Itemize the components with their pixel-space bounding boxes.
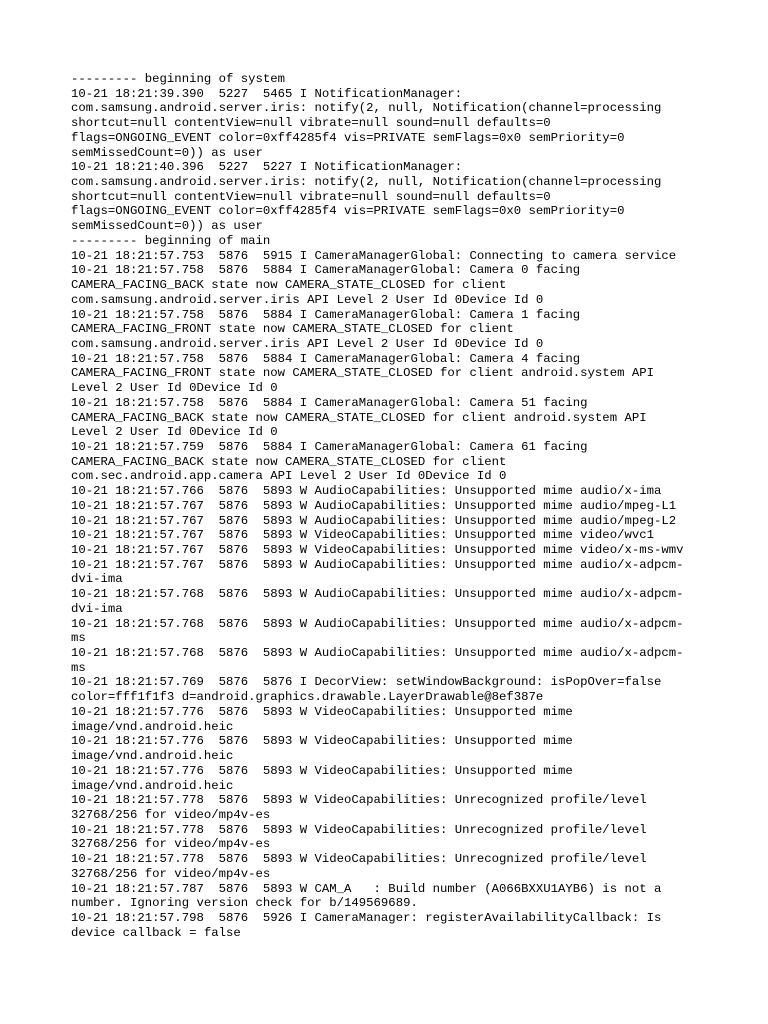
log-line: CAMERA_FACING_FRONT state now CAMERA_STATE_CLOSED for client android.system API xyxy=(71,366,654,381)
log-line: 10-21 18:21:57.769 5876 5876 I DecorView: setWindowBackground: isPopOver=false xyxy=(71,675,662,690)
log-line: color=fff1f1f3 d=android.graphics.drawable.LayerDrawable@8ef387e xyxy=(71,690,544,705)
log-line: ms xyxy=(71,660,86,675)
log-line: CAMERA_FACING_BACK state now CAMERA_STATE_CLOSED for client xyxy=(71,278,507,293)
log-line: ms xyxy=(71,631,86,646)
log-line: dvi-ima xyxy=(71,572,123,587)
log-line: semMissedCount=0)) as user xyxy=(71,145,263,160)
log-line: semMissedCount=0)) as user xyxy=(71,219,263,234)
log-line: dvi-ima xyxy=(71,601,123,616)
log-line: 32768/256 for video/mp4v-es xyxy=(71,837,271,852)
log-text xyxy=(71,72,721,940)
log-line: CAMERA_FACING_BACK state now CAMERA_STATE_CLOSED for client android.system API xyxy=(71,410,647,425)
log-line: 10-21 18:21:57.767 5876 5893 W AudioCapabilities: Unsupported mime audio/mpeg-L1 xyxy=(71,498,677,513)
log-line: 10-21 18:21:39.390 5227 5465 I NotificationManager: xyxy=(71,86,463,101)
log-line: com.sec.android.app.camera API Level 2 User Id 0Device Id 0 xyxy=(71,469,507,484)
log-line: 10-21 18:21:57.758 5876 5884 I CameraManagerGlobal: Camera 4 facing xyxy=(71,351,581,366)
log-line: 10-21 18:21:57.778 5876 5893 W VideoCapabilities: Unrecognized profile/level xyxy=(71,852,647,867)
log-line: 10-21 18:21:57.758 5876 5884 I CameraManagerGlobal: Camera 0 facing xyxy=(71,263,581,278)
log-line: 10-21 18:21:57.767 5876 5893 W VideoCapabilities: Unsupported mime video/x-ms-wmv xyxy=(71,543,684,557)
log-line: 10-21 18:21:40.396 5227 5227 I NotificationManager: xyxy=(71,160,463,175)
log-line: image/vnd.android.heic xyxy=(71,719,234,734)
log-line: 10-21 18:21:57.753 5876 5915 I CameraManagerGlobal: Connecting to camera service xyxy=(71,248,677,263)
log-line: 10-21 18:21:57.776 5876 5893 W VideoCapabilities: Unsupported mime xyxy=(71,763,573,778)
log-line: number. Ignoring version check for b/149569689. xyxy=(71,896,418,911)
log-line: device callback = false xyxy=(71,925,241,940)
log-line: 10-21 18:21:57.778 5876 5893 W VideoCapabilities: Unrecognized profile/level xyxy=(71,822,647,837)
log-line: CAMERA_FACING_BACK state now CAMERA_STATE_CLOSED for client xyxy=(71,454,507,469)
log-line: 10-21 18:21:57.759 5876 5884 I CameraManagerGlobal: Camera 61 facing xyxy=(71,439,588,454)
log-line: image/vnd.android.heic xyxy=(71,778,234,793)
log-line: 10-21 18:21:57.787 5876 5893 W CAM_A : Build number (A066BXXU1AYB6) is not a xyxy=(71,881,662,896)
log-line: 32768/256 for video/mp4v-es xyxy=(71,866,271,881)
log-line: 10-21 18:21:57.776 5876 5893 W VideoCapabilities: Unsupported mime xyxy=(71,704,573,719)
log-line: Level 2 User Id 0Device Id 0 xyxy=(71,425,278,440)
log-line: 10-21 18:21:57.767 5876 5893 W AudioCapabilities: Unsupported mime audio/x-adpcm- xyxy=(71,557,684,572)
log-line: CAMERA_FACING_FRONT state now CAMERA_STATE_CLOSED for client xyxy=(71,322,514,337)
log-line: Level 2 User Id 0Device Id 0 xyxy=(71,381,278,396)
log-line: flags=ONGOING_EVENT color=0xff4285f4 vis=PRIVATE semFlags=0x0 semPriority=0 xyxy=(71,130,625,145)
log-line: 10-21 18:21:57.798 5876 5926 I CameraManager: registerAvailabilityCallback: Is xyxy=(71,910,662,925)
log-line: image/vnd.android.heic xyxy=(71,749,234,764)
log-line: shortcut=null contentView=null vibrate=null sound=null defaults=0 xyxy=(71,189,551,204)
log-line: shortcut=null contentView=null vibrate=null sound=null defaults=0 xyxy=(71,116,551,131)
log-line: com.samsung.android.server.iris API Level 2 User Id 0Device Id 0 xyxy=(71,336,544,351)
log-line: 10-21 18:21:57.776 5876 5893 W VideoCapabilities: Unsupported mime xyxy=(71,734,573,749)
log-line: 10-21 18:21:57.767 5876 5893 W VideoCapabilities: Unsupported mime video/wvc1 xyxy=(71,528,654,543)
log-line: 32768/256 for video/mp4v-es xyxy=(71,807,271,822)
log-line: com.samsung.android.server.iris: notify(2, null, Notification(channel=processing xyxy=(71,175,662,190)
log-line: 10-21 18:21:57.768 5876 5893 W AudioCapabilities: Unsupported mime audio/x-adpcm- xyxy=(71,646,684,661)
log-line: --------- beginning of system xyxy=(71,72,286,86)
log-line: 10-21 18:21:57.767 5876 5893 W AudioCapabilities: Unsupported mime audio/mpeg-L2 xyxy=(71,513,677,528)
log-line: 10-21 18:21:57.758 5876 5884 I CameraManagerGlobal: Camera 1 facing xyxy=(71,307,581,322)
log-line: --------- beginning of main xyxy=(71,233,271,248)
log-line: com.samsung.android.server.iris: notify(2, null, Notification(channel=processing xyxy=(71,101,662,116)
log-line: com.samsung.android.server.iris API Level 2 User Id 0Device Id 0 xyxy=(71,292,544,307)
log-line: 10-21 18:21:57.768 5876 5893 W AudioCapabilities: Unsupported mime audio/x-adpcm- xyxy=(71,616,684,631)
log-line: 10-21 18:21:57.768 5876 5893 W AudioCapabilities: Unsupported mime audio/x-adpcm- xyxy=(71,587,684,602)
log-line: 10-21 18:21:57.778 5876 5893 W VideoCapabilities: Unrecognized profile/level xyxy=(71,793,647,808)
log-line: flags=ONGOING_EVENT color=0xff4285f4 vis=PRIVATE semFlags=0x0 semPriority=0 xyxy=(71,204,625,219)
log-line: 10-21 18:21:57.758 5876 5884 I CameraManagerGlobal: Camera 51 facing xyxy=(71,395,588,410)
log-line: 10-21 18:21:57.766 5876 5893 W AudioCapabilities: Unsupported mime audio/x-ima xyxy=(71,484,662,499)
